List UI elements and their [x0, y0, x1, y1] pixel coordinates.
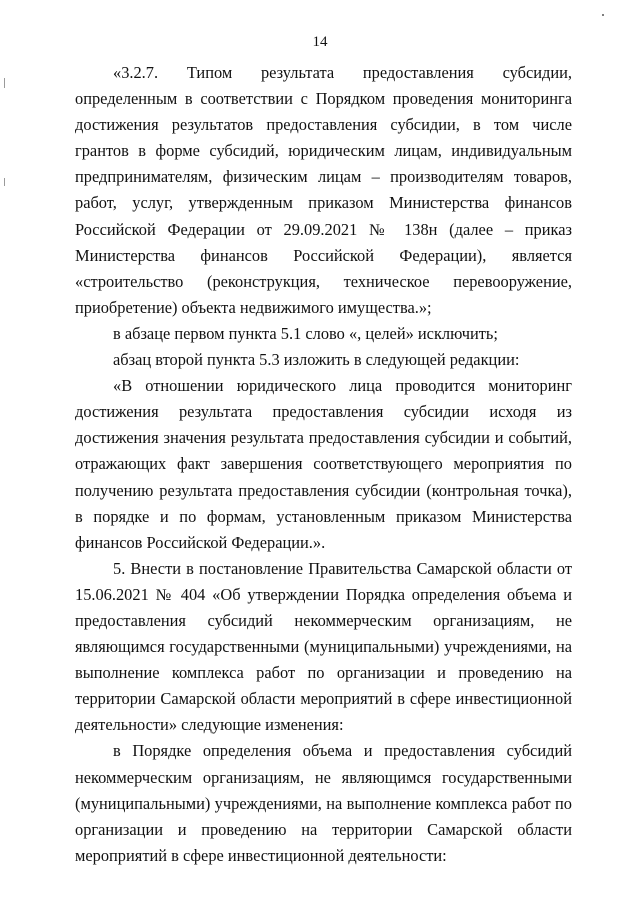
paragraph-clause-3-2-7: «3.2.7. Типом результата предоставления субсидии, определенным в соответствии с Порядком проведения мониторинга достижения результатов предоставления субсидии, в том числе грантов в форме субсидий, юридическим лицам, индивидуальным предпринимателям, физическим лицам – производителям товаров, работ, услуг, утвержденным приказом Министерства финансов Российской Федерации от 29.09.2021 № 138н (далее – приказ Министерства финансов Российской Федерации), является «строительство (реконструкция, техническое перевооружение, приобретение) объекта недвижимого имущества.»;: [75, 63, 572, 317]
paragraph-amend-5-1: в абзаце первом пункта 5.1 слово «, целей» исключить;: [113, 323, 498, 343]
paragraph-item-5: 5. Внести в постановление Правительства Самарской области от 15.06.2021 № 404 «Об утверждении Порядка определения объема и предоставления субсидий некоммерческим организациям, не являющимся государственными (муниципальными) учреждениями, на выполнение комплекса работ по организации и проведению на территории Самарской области мероприятий в сфере инвестиционной деятельности» следующие изменения:: [75, 558, 572, 735]
paragraph-amend-5-3: абзац второй пункта 5.3 изложить в следующей редакции:: [113, 350, 520, 370]
paragraph-procedure-intro: в Порядке определения объема и предоставления субсидий некоммерческим организациям, не являющимся государственными (муниципальными) учреждениями, на выполнение комплекса работ по организации и проведению на территории Самарской области мероприятий в сфере инвестиционной деятельности:: [75, 741, 572, 865]
page-number: 14: [312, 34, 328, 50]
scan-dot: [602, 14, 604, 16]
scan-edge-mark: [4, 78, 5, 88]
document-body: [75, 60, 572, 869]
scan-edge-mark: [4, 178, 5, 186]
paragraph-monitoring-text: «В отношении юридического лица проводится мониторинг достижения результата предоставления субсидии исходя из достижения значения результата предоставления субсидии и событий, отражающих факт завершения соответствующего мероприятия по получению результата предоставления субсидии (контрольная точка), в порядке и по формам, установленным приказом Министерства финансов Российской Федерации.».: [75, 376, 572, 552]
